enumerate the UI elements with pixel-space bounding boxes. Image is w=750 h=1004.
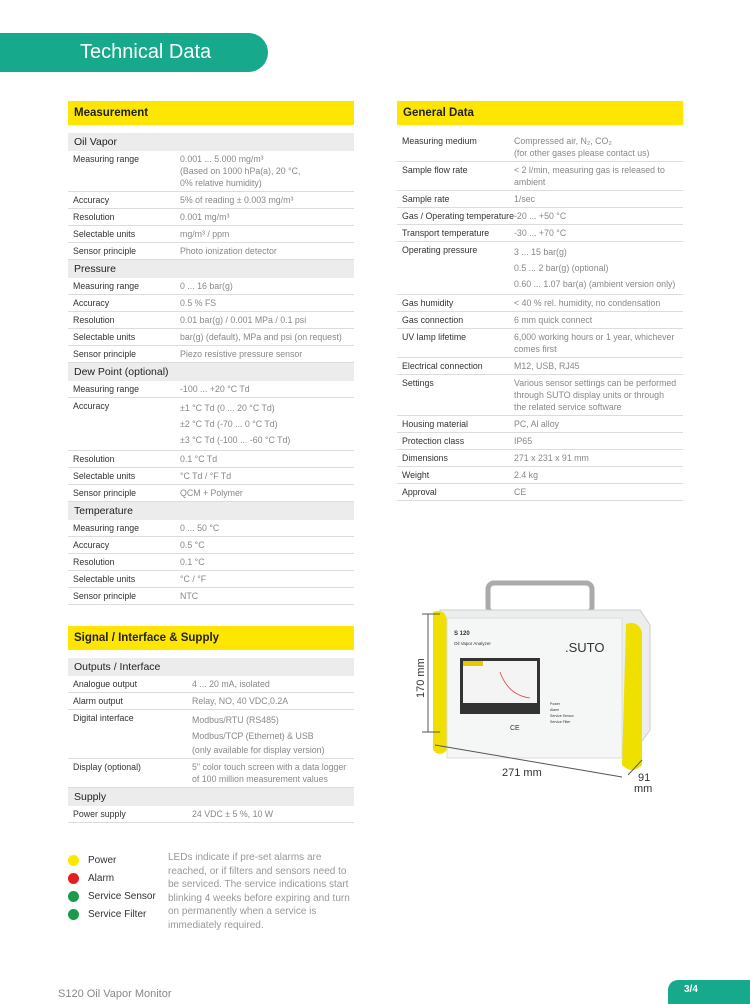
spec-value [180, 487, 243, 499]
width-label: 271 mm [502, 767, 542, 779]
spec-value [192, 761, 346, 785]
group-header: Outputs / Interface [68, 658, 354, 676]
spec-label: Sample flow rate [402, 165, 468, 175]
led-note: LEDs indicate if pre-set alarms are reached, or if filters and sensors need to be serviced. The service indications start blinking 4 weeks before expiring and turn on permanently when a service is immediately required. [168, 852, 350, 931]
spec-label: Accuracy [73, 298, 110, 308]
spec-row [68, 451, 354, 468]
spec-value-line: °C / °F [180, 574, 207, 584]
spec-row [68, 278, 354, 295]
spec-label: Display (optional) [73, 762, 141, 772]
spec-row [68, 537, 354, 554]
spec-value [180, 556, 205, 568]
spec-value-line: 2.4 kg [514, 470, 538, 480]
spec-value-line: 5% of reading ± 0.003 mg/m³ [180, 195, 294, 205]
measurement-section [68, 101, 354, 605]
spec-row [397, 295, 683, 312]
spec-value-line: -100 ... +20 °C Td [180, 384, 250, 394]
spec-value-line: M12, USB, RJ45 [514, 361, 580, 371]
spec-value-line: 0.1 °C Td [180, 454, 218, 464]
spec-label: Resolution [73, 454, 115, 464]
spec-row [68, 571, 354, 588]
spec-value-line: (Based on 1000 hPa(a), 20 °C, [180, 166, 301, 176]
spec-value-line: < 2 l/min, measuring gas is released to [514, 165, 665, 175]
spec-value [180, 539, 205, 551]
spec-value [180, 194, 293, 206]
spec-value [514, 360, 580, 372]
page-title: Technical Data [0, 33, 268, 72]
spec-label: Gas connection [402, 315, 464, 325]
spec-label: Operating pressure [402, 245, 478, 255]
spec-label: Measuring range [73, 384, 140, 394]
spec-label: Settings [402, 378, 434, 388]
spec-label: UV lamp lifetime [402, 332, 467, 342]
spec-value [180, 280, 233, 292]
spec-value [514, 193, 535, 205]
spec-value-line: 0 ... 50 °C [180, 523, 220, 533]
spec-value [180, 573, 206, 585]
spec-value [180, 348, 302, 360]
spec-row [397, 133, 683, 162]
spec-value-line: NTC [180, 591, 199, 601]
spec-value [180, 153, 300, 189]
spec-value [514, 164, 665, 188]
spec-row [68, 329, 354, 346]
spec-value-line: ±1 °C Td (0 ... 20 °C Td) [180, 403, 275, 413]
spec-value [180, 453, 217, 465]
spec-value [180, 228, 229, 240]
spec-label: Selectable units [73, 229, 136, 239]
spec-label: Sensor principle [73, 488, 137, 498]
spec-label: Analogue output [73, 679, 138, 689]
spec-row [397, 484, 683, 501]
spec-row [68, 710, 354, 759]
spec-row [68, 398, 354, 451]
section-header: Signal / Interface & Supply [68, 626, 354, 650]
spec-value-line: QCM + Polymer [180, 488, 243, 498]
spec-value [180, 245, 277, 257]
svg-text:Service Sensor: Service Sensor [550, 714, 574, 718]
device-name: Oil Vapor Analyzer [454, 641, 491, 646]
spec-value-line: comes first [514, 344, 557, 354]
spec-row [397, 416, 683, 433]
spec-label: Transport temperature [402, 228, 490, 238]
spec-row [397, 329, 683, 358]
spec-row [68, 192, 354, 209]
spec-value-line: Relay, NO, 40 VDC,0.2A [192, 696, 289, 706]
spec-row [397, 467, 683, 484]
svg-text:Service Filter: Service Filter [550, 720, 571, 724]
spec-value-line: °C Td / °F Td [180, 471, 232, 481]
spec-value-line: 0.60 ... 1.07 bar(a) (ambient version only) [514, 279, 676, 289]
spec-value-line: ±2 °C Td (-70 ... 0 °C Td) [180, 419, 278, 429]
led-dot-icon [68, 891, 79, 902]
led-item-alarm [68, 869, 156, 887]
spec-value-line: PC, Al alloy [514, 419, 559, 429]
spec-label: Measuring range [73, 281, 140, 291]
led-dot-icon [68, 909, 79, 920]
spec-label: Electrical connection [402, 361, 483, 371]
spec-row [397, 450, 683, 467]
spec-row [68, 676, 354, 693]
spec-value [514, 314, 592, 326]
spec-value-line: through SUTO display units or through [514, 390, 664, 400]
spec-label: Measuring range [73, 523, 140, 533]
spec-row [68, 151, 354, 192]
signal-section [68, 626, 354, 823]
spec-value [180, 383, 250, 395]
height-label: 170 mm [415, 658, 427, 698]
spec-label: Sensor principle [73, 591, 137, 601]
spec-value-line: IP65 [514, 436, 533, 446]
spec-value-line: 0 ... 16 bar(g) [180, 281, 233, 291]
spec-row [68, 468, 354, 485]
spec-value-line: 271 x 231 x 91 mm [514, 453, 589, 463]
spec-row [68, 346, 354, 363]
spec-value [514, 469, 538, 481]
spec-row [397, 433, 683, 450]
spec-value-line: Various sensor settings can be performed [514, 378, 677, 388]
spec-value [180, 590, 198, 602]
spec-value [180, 314, 306, 326]
spec-label: Sensor principle [73, 349, 137, 359]
spec-value-line: 0% relative humidity) [180, 178, 262, 188]
device-model: S 120 [454, 631, 470, 637]
spec-row [68, 243, 354, 260]
led-label: Power [88, 854, 117, 866]
spec-value [514, 210, 566, 222]
spec-value-line: -30 ... +70 °C [514, 228, 567, 238]
led-label: Alarm [88, 872, 115, 884]
spec-row [397, 225, 683, 242]
spec-label: Resolution [73, 557, 115, 567]
spec-row [68, 520, 354, 537]
led-dot-icon [68, 855, 79, 866]
spec-label: Measuring range [73, 154, 140, 164]
spec-value-line: 0.001 ... 5.000 mg/m³ [180, 154, 264, 164]
spec-value-line: -20 ... +50 °C [514, 211, 567, 221]
section-header: General Data [397, 101, 683, 125]
spec-value-line: mg/m³ / ppm [180, 229, 230, 239]
spec-value [514, 227, 566, 239]
led-dot-icon [68, 873, 79, 884]
spec-label: Sensor principle [73, 246, 137, 256]
group-header: Supply [68, 788, 354, 806]
spec-value [180, 522, 219, 534]
spec-value [180, 297, 216, 309]
spec-label: Dimensions [402, 453, 448, 463]
spec-value [514, 486, 526, 498]
spec-value-line: 6,000 working hours or 1 year, whichever [514, 332, 675, 342]
spec-value-line: Compressed air, N₂, CO₂ [514, 136, 612, 146]
led-item-service-sensor [68, 887, 156, 905]
group-header: Oil Vapor [68, 133, 354, 151]
spec-row [68, 588, 354, 605]
spec-label: Alarm output [73, 696, 123, 706]
spec-row [397, 358, 683, 375]
spec-row [68, 312, 354, 329]
spec-value-line: 0.5 °C [180, 540, 205, 550]
spec-value-line: Modbus/RTU (RS485) [192, 715, 279, 725]
spec-label: Accuracy [73, 401, 110, 411]
spec-label: Gas / Operating temperature [402, 211, 514, 221]
spec-value-line: ±3 °C Td (-100 ... -60 °C Td) [180, 435, 291, 445]
spec-value [180, 470, 231, 482]
spec-value-line: of 100 million measurement values [192, 774, 328, 784]
spec-label: Selectable units [73, 471, 136, 481]
led-legend [68, 851, 156, 923]
depth-unit: mm [634, 783, 653, 795]
led-label: Service Sensor [88, 890, 156, 902]
handle [488, 583, 592, 613]
spec-label: Gas humidity [402, 298, 454, 308]
spec-value-line: 1/sec [514, 194, 536, 204]
spec-value [514, 244, 675, 292]
spec-value [514, 377, 676, 413]
spec-value [192, 678, 270, 690]
spec-row [397, 162, 683, 191]
spec-row [68, 806, 354, 823]
spec-value-line: 0.001 mg/m³ [180, 212, 230, 222]
group-header: Pressure [68, 260, 354, 278]
general-data-section [397, 101, 683, 501]
spec-value-line: 24 VDC ± 5 %, 10 W [192, 809, 274, 819]
spec-value-line: Modbus/TCP (Ethernet) & USB [192, 731, 314, 741]
spec-label: Selectable units [73, 574, 136, 584]
spec-row [397, 375, 683, 416]
footer-product: S120 Oil Vapor Monitor [58, 988, 172, 1000]
spec-value-line: 4 ... 20 mA, isolated [192, 679, 270, 689]
spec-value-line: bar(g) (default), MPa and psi (on request) [180, 332, 342, 342]
spec-value [514, 135, 649, 159]
spec-row [68, 759, 354, 788]
spec-row [397, 208, 683, 225]
device-illustration [400, 580, 660, 800]
group-header: Temperature [68, 502, 354, 520]
depth-value: 91 [638, 772, 651, 784]
spec-value-line: 0.5 % FS [180, 298, 217, 308]
group-header: Dew Point (optional) [68, 363, 354, 381]
spec-value-line: Photo ionization detector [180, 246, 277, 256]
spec-value [192, 808, 273, 820]
spec-value-line: (only available for display version) [192, 745, 325, 755]
spec-label: Protection class [402, 436, 465, 446]
spec-label: Measuring medium [402, 136, 477, 146]
spec-value-line: the related service software [514, 402, 622, 412]
spec-label: Power supply [73, 809, 126, 819]
led-item-power [68, 851, 156, 869]
spec-label: Selectable units [73, 332, 136, 342]
spec-value-line: Piezo resistive pressure sensor [180, 349, 303, 359]
spec-row [68, 295, 354, 312]
spec-value-line: 6 mm quick connect [514, 315, 593, 325]
section-header: Measurement [68, 101, 354, 125]
spec-row [68, 209, 354, 226]
spec-value-line: 3 ... 15 bar(g) [514, 247, 567, 257]
page-number: 3/4 [668, 980, 750, 1004]
spec-row [397, 242, 683, 295]
spec-value-line: (for other gases please contact us) [514, 148, 650, 158]
spec-row [397, 312, 683, 329]
spec-value-line: 0.01 bar(g) / 0.001 MPa / 0.1 psi [180, 315, 307, 325]
spec-value-line: 0.1 °C [180, 557, 205, 567]
spec-label: Resolution [73, 212, 115, 222]
spec-row [68, 226, 354, 243]
spec-value [514, 435, 532, 447]
spec-value-line: 0.5 ... 2 bar(g) (optional) [514, 263, 609, 273]
spec-value-line: < 40 % rel. humidity, no condensation [514, 298, 661, 308]
svg-text:Power: Power [550, 702, 560, 706]
spec-label: Accuracy [73, 540, 110, 550]
spec-value-line: CE [514, 487, 527, 497]
spec-value [180, 331, 342, 343]
spec-row [397, 191, 683, 208]
device-brand: .SUTO [565, 640, 605, 655]
spec-value [192, 695, 288, 707]
spec-label: Resolution [73, 315, 115, 325]
spec-row [68, 554, 354, 571]
spec-value-line: ambient [514, 177, 546, 187]
spec-value-line: 5" color touch screen with a data logger [192, 762, 347, 772]
spec-value [514, 452, 589, 464]
spec-value [180, 400, 290, 448]
led-item-service-filter [68, 905, 156, 923]
spec-label: Approval [402, 487, 437, 497]
spec-label: Housing material [402, 419, 469, 429]
spec-label: Sample rate [402, 194, 450, 204]
svg-text:Alarm: Alarm [550, 708, 560, 712]
spec-row [68, 693, 354, 710]
spec-label: Weight [402, 470, 430, 480]
spec-row [68, 485, 354, 502]
led-label: Service Filter [88, 908, 147, 920]
spec-value [514, 418, 559, 430]
spec-value [180, 211, 229, 223]
spec-row [68, 381, 354, 398]
spec-label: Accuracy [73, 195, 110, 205]
spec-value [192, 712, 325, 756]
spec-label: Digital interface [73, 713, 134, 723]
spec-value [514, 297, 660, 309]
spec-value [514, 331, 674, 355]
svg-text:CE: CE [510, 725, 520, 732]
